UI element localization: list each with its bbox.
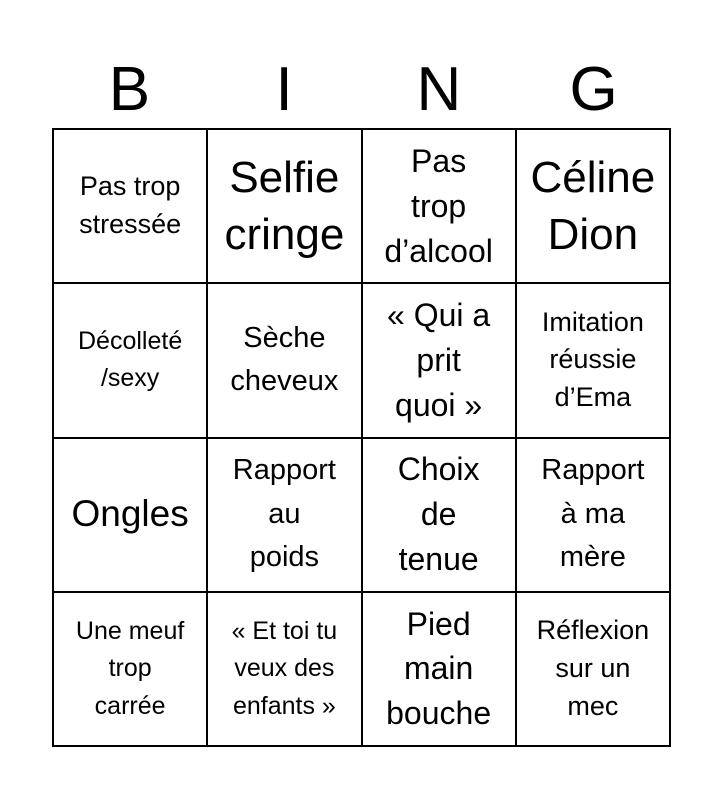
bingo-cell[interactable]: Rapport à ma mère <box>517 439 671 593</box>
header-letter-i: I <box>275 55 293 124</box>
bingo-cell[interactable]: Pas trop d’alcool <box>363 130 517 284</box>
header-letter-g: G <box>569 55 618 124</box>
bingo-cell[interactable]: Ongles <box>54 439 208 593</box>
bingo-cell[interactable]: Imitation réussie d’Ema <box>517 284 671 438</box>
bingo-cell[interactable]: « Et toi tu veux des enfants » <box>208 593 362 747</box>
bingo-cell[interactable]: « Qui a prit quoi » <box>363 284 517 438</box>
bingo-cell[interactable]: Réflexion sur un mec <box>517 593 671 747</box>
header-letter-n: N <box>416 55 462 124</box>
bingo-cell[interactable]: Pas trop stressée <box>54 130 208 284</box>
header-letter-b: B <box>108 55 151 124</box>
bingo-cell[interactable]: Sèche cheveux <box>208 284 362 438</box>
bingo-header <box>52 52 671 128</box>
bingo-cell[interactable]: Une meuf trop carrée <box>54 593 208 747</box>
bingo-cell[interactable]: Selfie cringe <box>208 130 362 284</box>
bingo-cell[interactable]: Céline Dion <box>517 130 671 284</box>
bingo-cell[interactable]: Pied main bouche <box>363 593 517 747</box>
bingo-cell[interactable]: Rapport au poids <box>208 439 362 593</box>
bingo-cell[interactable]: Décolleté /sexy <box>54 284 208 438</box>
bingo-grid <box>52 128 671 747</box>
bingo-cell[interactable]: Choix de tenue <box>363 439 517 593</box>
